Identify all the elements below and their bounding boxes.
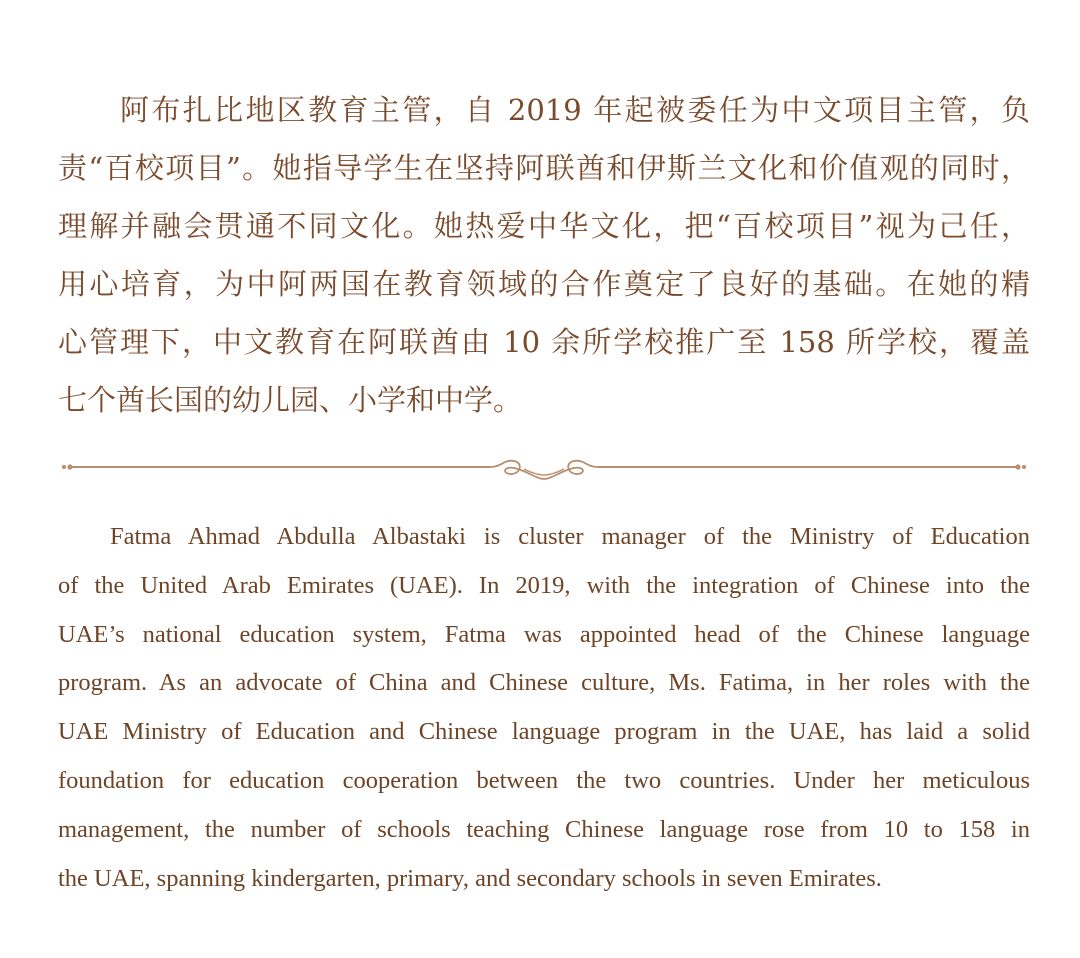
english-line: Fatma Ahmad Abdulla Albastaki is cluster manager of the Ministry of Education [110,523,1030,550]
english-line: UAE Ministry of Education and Chinese language program in the UAE, has laid a solid [58,718,1030,746]
english-line: program. As an advocate of China and Chinese culture, Ms. Fatima, in her roles with the [58,669,1030,697]
chinese-line: 七个酋长国的幼儿园、小学和中学。 [58,383,523,417]
english-line: UAE’s national education system, Fatma was appointed head of the Chinese language [58,620,1030,648]
english-paragraph [58,513,1030,903]
english-line: foundation for education cooperation between the two countries. Under her meticulous [58,766,1030,794]
english-line: the UAE, spanning kindergarten, primary, and secondary schools in seven Emirates. [58,864,882,892]
ornamental-divider-icon [58,455,1030,487]
chinese-line: 责“百校项目”。她指导学生在坚持阿联酋和伊斯兰文化和价值观的同时， [58,151,1030,185]
english-line: of the United Arab Emirates (UAE). In 2019, with the integration of Chinese into the [58,571,1030,599]
chinese-line: 用心培育，为中阿两国在教育领域的合作奠定了良好的基础。在她的精 [58,267,1030,301]
chinese-paragraph [58,86,1030,434]
chinese-line: 阿布扎比地区教育主管，自 2019 年起被委任为中文项目主管，负 [120,93,1030,127]
chinese-line: 心管理下，中文教育在阿联酋由 10 余所学校推广至 158 所学校，覆盖 [58,325,1030,359]
chinese-line: 理解并融会贯通不同文化。她热爱中华文化，把“百校项目”视为己任， [58,209,1030,243]
english-line: management, the number of schools teaching Chinese language rose from 10 to 158 in [58,815,1030,843]
